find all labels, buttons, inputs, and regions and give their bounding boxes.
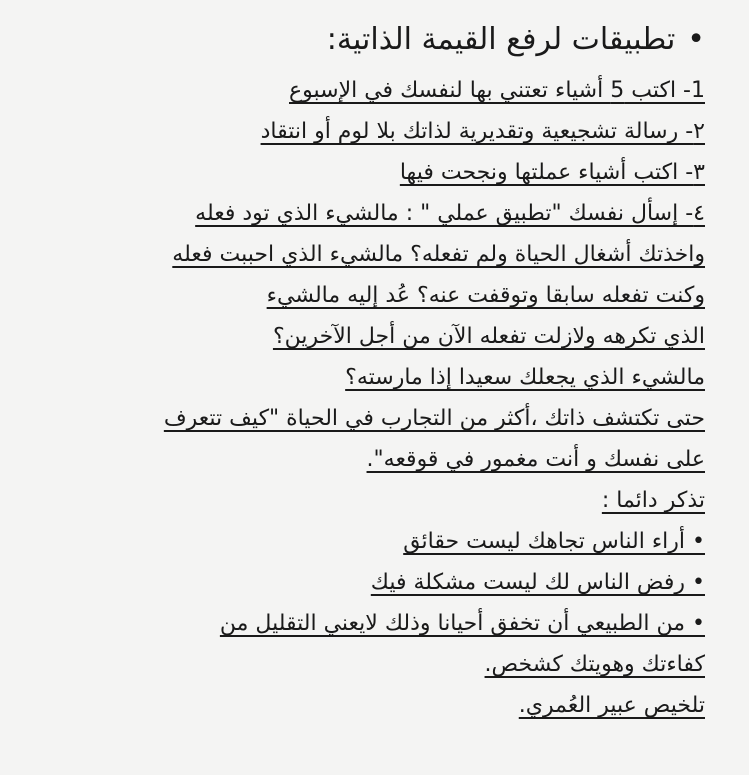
author-credit [40, 685, 705, 726]
reminder-item-2 [40, 562, 705, 603]
text-line-5 [40, 234, 705, 275]
text-line-3 [40, 152, 705, 193]
heading-bullet: • [687, 22, 705, 57]
text-line-3-content: ٣- اكتب أشياء عملتها ونجحت فيها [399, 160, 705, 185]
text-line-4 [40, 193, 705, 234]
text-line-6 [40, 275, 705, 316]
reminder-item-1 [40, 521, 705, 562]
text-line-10-content: على نفسك و أنت مغمور في قوقعه". [366, 447, 705, 472]
heading-row [40, 14, 705, 66]
text-line-2 [40, 111, 705, 152]
text-line-6-content: وكنت تفعله سابقا وتوقفت عنه؟ عُد إليه مالشيء [266, 283, 705, 308]
reminder-item-1-content: • أراء الناس تجاهك ليست حقائق [403, 529, 705, 554]
reminder-item-3 [40, 603, 705, 644]
reminder-heading [40, 480, 705, 521]
reminder-heading-content: تذكر دائما : [601, 488, 705, 513]
text-line-9 [40, 398, 705, 439]
text-line-7 [40, 316, 705, 357]
reminder-item-2-content: • رفض الناس لك ليست مشكلة فيك [370, 570, 705, 595]
text-line-5-content: واخذتك أشغال الحياة ولم تفعله؟ مالشيء الذي احببت فعله [172, 242, 705, 267]
text-line-2-content: ٢- رسالة تشجيعية وتقديرية لذاتك بلا لوم أو انتقاد [260, 119, 705, 144]
text-line-7-content: الذي تكرهه ولازلت تفعله الآن من أجل الآخرين؟ [272, 324, 705, 349]
text-line-4-content: ٤- إسأل نفسك "تطبيق عملي " : مالشيء الذي تود فعله [195, 201, 705, 226]
text-line-1-content: 1- اكتب 5 أشياء تعتني بها لنفسك في الإسبوع [289, 78, 705, 103]
author-credit-content: تلخيص عبير العُمري. [518, 693, 705, 718]
reminder-item-3-continued-content: كفاءتك وهويتك كشخص. [484, 652, 705, 677]
text-line-8 [40, 357, 705, 398]
text-line-9-content: حتى تكتشف ذاتك ،أكثر من التجارب في الحياة "كيف تتعرف [163, 406, 705, 431]
page-title: تطبيقات لرفع القيمة الذاتية: [326, 22, 676, 57]
text-line-1 [40, 70, 705, 111]
text-line-10 [40, 439, 705, 480]
reminder-item-3-continued [40, 644, 705, 685]
text-line-8-content: مالشيء الذي يجعلك سعيدا إذا مارسته؟ [345, 365, 705, 390]
reminder-item-3-content: • من الطبيعي أن تخفق أحيانا وذلك لايعني التقليل من [219, 611, 705, 636]
